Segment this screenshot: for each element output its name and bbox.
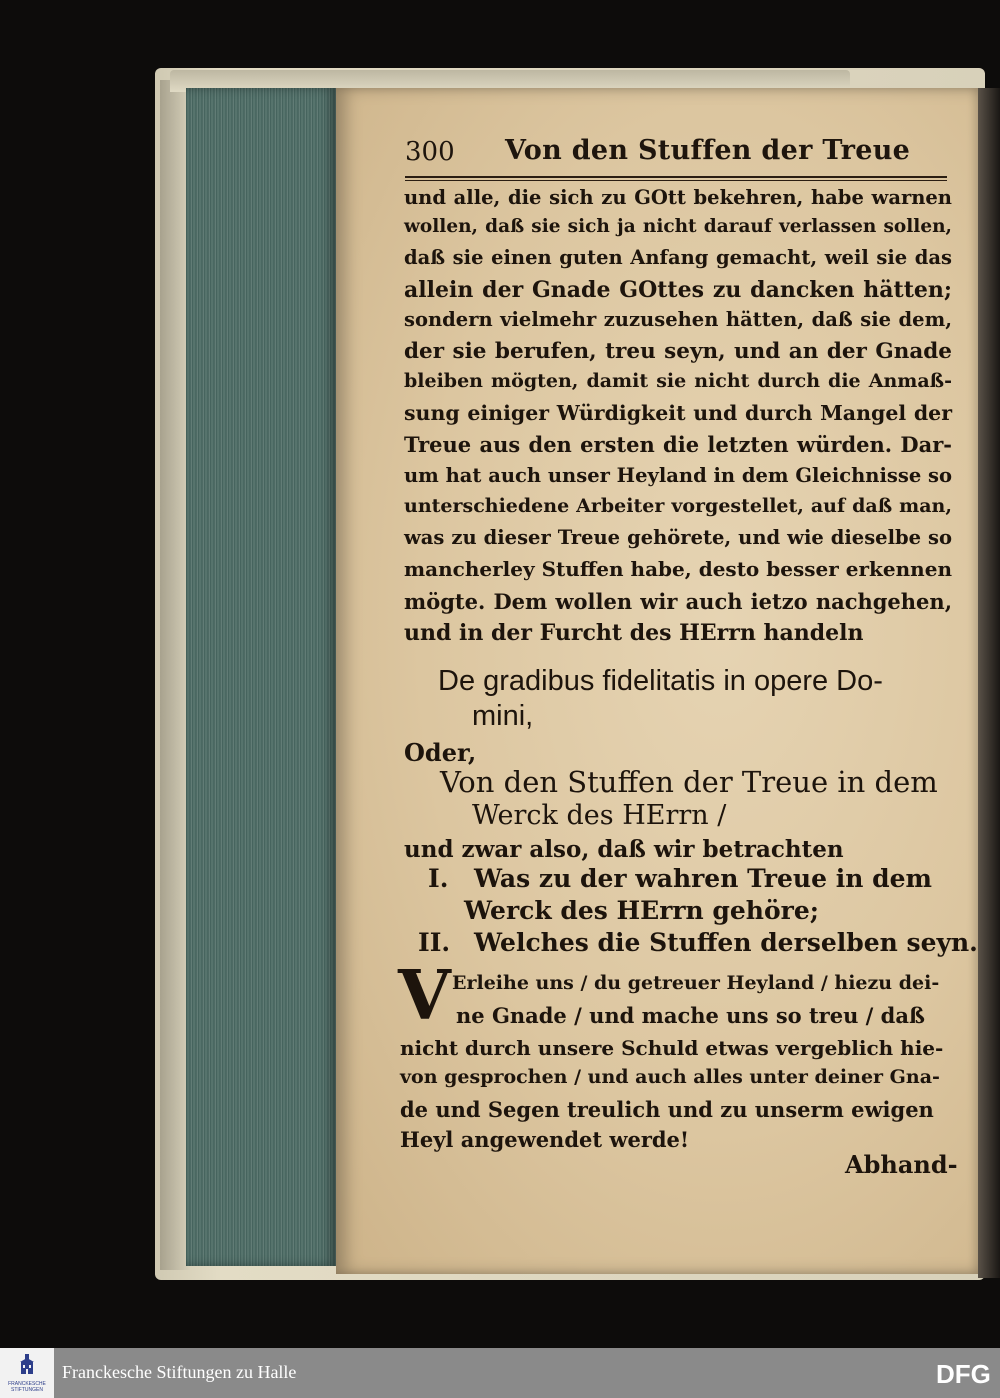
text-line: daß sie einen guten Anfang gemacht, weil sie das: [404, 246, 952, 269]
outline-intro: und zwar also, daß wir betrachten: [404, 836, 844, 863]
building-icon: [18, 1354, 36, 1376]
text-line: mögte. Dem wollen wir auch ietzo nachgehen,: [404, 589, 952, 614]
text-line: um hat auch unser Heyland in dem Gleichnisse so: [404, 464, 952, 487]
page-number: 300: [405, 137, 455, 167]
prayer-line: Erleihe uns / du getreuer Heyland / hiezu dei-: [452, 972, 940, 994]
institution-logo[interactable]: [0, 1348, 54, 1398]
prayer-drop-cap: V: [398, 956, 451, 1036]
institution-name[interactable]: Franckesche Stiftungen zu Halle: [62, 1362, 297, 1382]
page-edges: [186, 88, 336, 1266]
catchword: Abhand-: [845, 1150, 958, 1179]
text-line: wollen, daß sie sich ja nicht darauf verlassen sollen,: [404, 216, 952, 237]
outline-numeral-1: I.: [428, 864, 449, 893]
text-line: sung einiger Würdigkeit und durch Mangel der: [404, 401, 952, 425]
text-line: unterschiedene Arbeiter vorgestellet, auf daß man,: [404, 495, 952, 517]
logo-text: FRANCKESCHE STIFTUNGEN: [8, 1381, 46, 1393]
text-line: und alle, die sich zu GOtt bekehren, habe warnen: [404, 186, 952, 209]
text-line: allein der Gnade GOttes zu dancken hätten;: [404, 277, 952, 303]
text-line: was zu dieser Treue gehörete, und wie dieselbe so: [404, 526, 952, 549]
prayer-line: von gesprochen / und auch alles unter deiner Gna-: [400, 1066, 940, 1088]
outline-numeral-2: II.: [418, 928, 451, 957]
outline-item-1: Was zu der wahren Treue in dem: [474, 864, 932, 893]
text-line: mancherley Stuffen habe, desto besser erkennen: [404, 557, 952, 581]
oder-label: Oder,: [404, 738, 477, 767]
latin-title-continued: mini,: [472, 700, 534, 732]
text-line: bleiben mögten, damit sie nicht durch die Anmaß-: [404, 370, 952, 392]
text-line: Treue aus den ersten die letzten würden. Dar-: [404, 432, 952, 457]
header-rule: [405, 176, 947, 178]
text-line: sondern vielmehr zuzusehen hätten, daß sie dem,: [404, 308, 952, 331]
viewer-footer: [0, 1348, 1000, 1398]
latin-title: De gradibus fidelitatis in opere Do-: [438, 665, 883, 697]
outline-item-1-continued: Werck des HErrn gehöre;: [464, 896, 819, 925]
header-rule-thin: [405, 180, 947, 181]
dfg-logo[interactable]: DFG: [936, 1359, 991, 1389]
prayer-line: nicht durch unsere Schuld etwas vergeblich hie-: [400, 1036, 944, 1060]
text-line: und in der Furcht des HErrn handeln: [404, 620, 864, 646]
text-line: der sie berufen, treu seyn, und an der Gnade: [404, 339, 952, 364]
running-head: [405, 135, 950, 169]
german-title: Von den Stuffen der Treue in dem: [440, 765, 938, 799]
outline-item-2: Welches die Stuffen derselben seyn.: [474, 928, 978, 957]
prayer-line: de und Segen treulich und zu unserm ewigen: [400, 1097, 934, 1122]
running-title: Von den Stuffen der Treue: [505, 135, 911, 166]
prayer-line: ne Gnade / und mache uns so treu / daß: [456, 1003, 925, 1028]
prayer-line: Heyl angewendet werde!: [400, 1127, 690, 1152]
german-title-continued: Werck des HErrn /: [472, 800, 727, 831]
gutter-shadow: [978, 88, 1000, 1278]
